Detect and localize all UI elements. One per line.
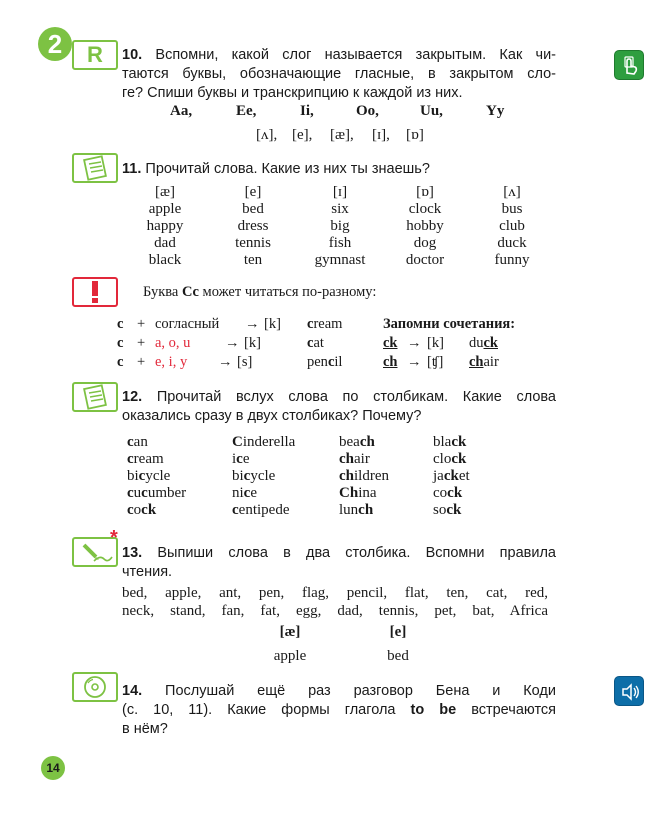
touch-button[interactable] [614,50,644,80]
to-be-phrase: to be [410,702,457,718]
word: six [331,201,349,217]
word: chair [339,451,370,467]
word: China [339,485,377,501]
sound-item: [ɪ], [372,127,390,143]
rule-example: duck [469,335,498,351]
word-line: neck, stand, fan, fat, egg, dad, tennis, pet, bat, Africa [122,603,548,619]
word: jacket [433,468,470,484]
read-icon-box [72,382,118,412]
word: fish [328,235,352,251]
ex11-number: 11. [122,161,142,177]
ex13-word-list [122,584,548,620]
letter-r-icon: R [87,42,103,67]
word: sock [433,502,462,518]
read-icon-box [72,153,118,183]
ex11-col-uh [477,184,547,269]
ex11-text [122,160,430,179]
word: children [339,468,389,484]
word: apple [148,201,182,217]
rule-example: pencil [307,354,343,370]
word: clock [433,451,467,467]
word: tennis [235,235,271,251]
table-head-e: [e] [389,624,407,640]
remember-heading: Запомни сочетания: [383,316,516,332]
rule-text-prefix: Буква [143,284,182,300]
arrow-icon: → [225,335,240,351]
word: ten [243,252,263,268]
word: nice [232,485,258,501]
table-head-ae: [æ] [279,624,301,640]
sound-item: [æ], [330,127,354,143]
ex10-line-1: Вспомни, какой слог называется закрытым. Как чи- [155,47,556,63]
rule-letter: Cc [181,284,199,300]
col-head: [ʌ] [503,184,521,200]
ex10-line-3: ге? Спиши буквы и транскрипцию к каждой из них. [122,85,463,101]
ex14-line-1: Послушай ещё раз разговор Бена и Коди [165,683,556,699]
repeat-icon-box [72,40,118,70]
audio-button[interactable] [614,676,644,706]
ex10-number: 10. [122,47,143,63]
word: big [330,218,350,234]
rule-c: c [117,335,124,351]
rule-sound: [k] [264,316,281,332]
ex10-letters [170,103,520,121]
rule-consonant: согласный [155,316,220,332]
rule-example: cat [307,335,324,351]
ex10-line-2: таются буквы, обозначающие гласные, в закрытом сло- [122,66,556,82]
rule-sound: [s] [237,354,253,370]
ex11-col-o [390,184,460,269]
rule-vowels: e, i, y [155,354,188,370]
word: bed [242,201,264,217]
col-head: [e] [244,184,262,200]
rule-c: c [117,316,124,332]
ex10-sounds [256,127,456,145]
star-icon: * [110,527,118,549]
table-value: apple [273,648,307,664]
ex14-line-3: в нём? [122,721,168,737]
ex14-text [122,682,556,739]
word: dad [154,235,176,251]
ex11-col-i [305,184,375,269]
ex13-line-2: чтения. [122,564,173,580]
word: cucumber [127,485,187,501]
ex12-col-4 [433,434,470,519]
ex12-columns [127,434,547,524]
letter-item: Oo, [356,103,379,119]
word: doctor [405,252,445,268]
letter-item: Yy [486,103,505,119]
rule-plus: + [137,335,146,351]
rule-table [117,315,547,375]
word: dog [413,235,437,251]
table-value: bed [387,648,409,664]
rule-sound: [ʧ] [427,354,444,370]
page-number: 14 [41,756,65,780]
listen-icon-box [72,672,118,702]
rule-vowels: a, o, u [155,335,191,351]
ex13-answer-table [250,624,450,668]
word: bicycle [232,468,276,484]
ex12-col-2 [232,434,295,519]
word: funny [494,252,530,268]
word: duck [497,235,527,251]
ex12-line-2: оказались сразу в двух столбиках? Почему? [122,408,422,424]
word: black [433,434,467,450]
rule-plus: + [137,354,146,370]
col-head: [ɒ] [416,184,434,200]
ex14-line-2: (c. 10, 11). Какие формы глагола [122,702,396,718]
combo-ch: ch [383,354,398,370]
col-head: [ɪ] [332,184,348,200]
ex14-line-2b: встречаются [471,702,557,718]
ex11-word-table [130,184,550,274]
ex11-instruction: Прочитай слова. Какие из них ты знаешь? [145,161,430,177]
rule-sound: [k] [244,335,261,351]
word: gymnast [314,252,366,268]
word: beach [339,434,375,450]
rule-text-suffix: может читаться по-разному: [198,284,377,300]
sound-item: [e], [292,127,313,143]
ex12-number: 12. [122,389,143,405]
combo-ck: ck [383,335,398,351]
rule-plus: + [137,316,146,332]
ex11-col-ae [130,184,200,269]
word: bicycle [127,468,171,484]
ex12-col-3 [339,434,389,519]
rule-example: chair [469,354,499,370]
arrow-icon: → [245,316,260,332]
arrow-icon: → [407,335,422,351]
ex12-text [122,388,556,426]
word: can [127,434,148,450]
notebook-icon [74,155,116,181]
word: cream [127,451,164,467]
rule-example: cream [307,316,343,332]
notebook-icon [74,384,116,410]
hand-pointer-icon [615,51,645,81]
word: bus [501,201,523,217]
word: hobby [406,218,444,234]
ex12-line-1: Прочитай вслух слова по столбикам. Какие слова [156,389,556,405]
word: cock [127,502,157,518]
unit-badge: 2 [38,27,72,61]
rule-c: c [117,354,124,370]
ex11-col-e [218,184,288,269]
rule-intro [143,284,376,301]
word: Cinderella [232,434,296,450]
ex13-number: 13. [122,545,143,561]
word: clock [408,201,442,217]
ex13-line-1: Выпиши слова в два столбика. Вспомни правила [157,545,556,561]
word: cock [433,485,463,501]
sound-item: [ɒ] [406,127,424,143]
word: black [148,252,182,268]
word: club [499,218,525,234]
attention-icon-box [72,277,118,307]
sound-item: [ʌ], [256,127,278,143]
letter-item: Ee, [236,103,257,119]
word-line: bed, apple, ant, pen, flag, pencil, flat, ten, cat, red, [122,585,548,601]
ex10-text [122,46,556,103]
exclamation-icon [74,279,116,305]
word: lunch [339,502,374,518]
arrow-icon: → [218,354,233,370]
letter-item: Ii, [300,103,314,119]
cd-disc-icon [74,674,116,700]
letter-item: Uu, [420,103,443,119]
rule-sound: [k] [427,335,444,351]
speaker-icon [615,677,645,707]
letter-item: Aa, [170,103,193,119]
word: centipede [232,502,290,518]
arrow-icon: → [407,354,422,370]
word: happy [146,218,184,234]
word: ice [232,451,250,467]
ex13-text [122,544,556,582]
col-head: [æ] [155,184,175,200]
word: dress [237,218,269,234]
ex12-col-1 [127,434,186,519]
ex14-number: 14. [122,683,143,699]
